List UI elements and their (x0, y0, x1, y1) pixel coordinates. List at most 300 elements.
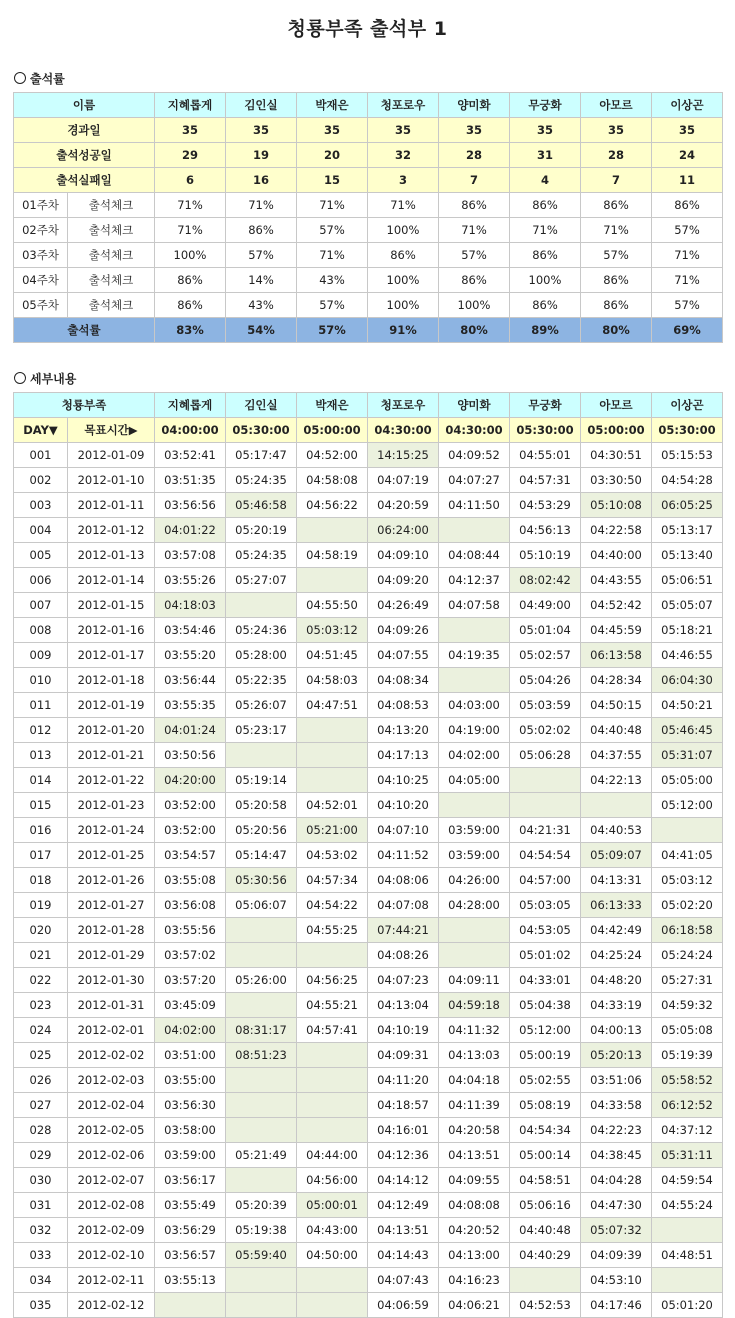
time-cell: 04:09:55 (439, 1168, 510, 1193)
time-cell: 03:55:26 (155, 568, 226, 593)
time-cell: 04:08:44 (439, 543, 510, 568)
time-cell: 03:59:00 (155, 1143, 226, 1168)
time-cell: 04:53:10 (581, 1268, 652, 1293)
day-number: 006 (14, 568, 68, 593)
time-cell: 05:06:16 (510, 1193, 581, 1218)
time-cell (652, 1218, 723, 1243)
day-number: 010 (14, 668, 68, 693)
time-cell: 05:20:13 (581, 1043, 652, 1068)
day-number: 030 (14, 1168, 68, 1193)
time-cell: 05:23:17 (226, 718, 297, 743)
time-cell: 04:11:20 (368, 1068, 439, 1093)
member-header: 지혜롭게 (155, 93, 226, 118)
target-time: 05:30:00 (510, 418, 581, 443)
time-cell (652, 1268, 723, 1293)
time-cell: 04:13:04 (368, 993, 439, 1018)
day-number: 014 (14, 768, 68, 793)
time-cell: 04:13:03 (439, 1043, 510, 1068)
day-row (14, 518, 723, 543)
date-cell: 2012-01-20 (68, 718, 155, 743)
time-cell: 03:59:00 (439, 843, 510, 868)
time-cell: 04:20:52 (439, 1218, 510, 1243)
date-cell: 2012-02-04 (68, 1093, 155, 1118)
percent-cell: 100% (510, 268, 581, 293)
time-cell: 04:07:27 (439, 468, 510, 493)
time-cell: 04:08:53 (368, 693, 439, 718)
member-header: 박재은 (297, 93, 368, 118)
time-cell (439, 618, 510, 643)
day-number: 016 (14, 818, 68, 843)
date-cell: 2012-02-02 (68, 1043, 155, 1068)
time-cell: 04:40:29 (510, 1243, 581, 1268)
circle-icon (14, 72, 26, 84)
percent-cell: 100% (368, 293, 439, 318)
time-cell: 04:11:52 (368, 843, 439, 868)
time-cell: 04:56:00 (297, 1168, 368, 1193)
week-label: 05주차 (14, 293, 68, 318)
day-row (14, 593, 723, 618)
time-cell: 04:09:20 (368, 568, 439, 593)
date-cell: 2012-02-01 (68, 1018, 155, 1043)
time-cell: 05:05:00 (652, 768, 723, 793)
time-cell: 04:28:34 (581, 668, 652, 693)
percent-cell: 86% (368, 243, 439, 268)
date-cell: 2012-01-10 (68, 468, 155, 493)
percent-cell: 71% (226, 193, 297, 218)
time-cell (510, 768, 581, 793)
time-cell: 03:58:00 (155, 1118, 226, 1143)
percent-cell: 43% (297, 268, 368, 293)
time-cell: 04:58:19 (297, 543, 368, 568)
section-details (14, 370, 76, 387)
member-header: 양미화 (439, 393, 510, 418)
time-cell: 03:56:17 (155, 1168, 226, 1193)
percent-cell: 100% (439, 293, 510, 318)
time-cell: 05:18:21 (652, 618, 723, 643)
time-cell: 05:17:47 (226, 443, 297, 468)
time-cell: 05:20:39 (226, 1193, 297, 1218)
time-cell (439, 518, 510, 543)
value-cell: 35 (155, 118, 226, 143)
day-row (14, 1168, 723, 1193)
time-cell: 06:12:52 (652, 1093, 723, 1118)
day-number: 027 (14, 1093, 68, 1118)
percent-cell: 86% (226, 218, 297, 243)
value-cell: 16 (226, 168, 297, 193)
date-cell: 2012-01-28 (68, 918, 155, 943)
time-cell: 04:55:50 (297, 593, 368, 618)
day-row (14, 493, 723, 518)
date-cell: 2012-01-19 (68, 693, 155, 718)
time-cell: 04:12:36 (368, 1143, 439, 1168)
time-cell: 03:51:00 (155, 1043, 226, 1068)
time-cell (439, 793, 510, 818)
value-cell: 24 (652, 143, 723, 168)
member-header: 이상곤 (652, 393, 723, 418)
time-cell: 05:24:35 (226, 543, 297, 568)
percent-cell: 100% (368, 218, 439, 243)
day-row (14, 968, 723, 993)
day-number: 024 (14, 1018, 68, 1043)
time-cell: 04:56:25 (297, 968, 368, 993)
percent-cell: 57% (652, 293, 723, 318)
time-cell: 05:31:07 (652, 743, 723, 768)
member-header: 아모르 (581, 393, 652, 418)
time-cell: 04:26:00 (439, 868, 510, 893)
time-cell: 05:15:53 (652, 443, 723, 468)
time-cell: 06:18:58 (652, 918, 723, 943)
time-cell: 03:55:49 (155, 1193, 226, 1218)
member-header: 무궁화 (510, 93, 581, 118)
time-cell: 05:21:49 (226, 1143, 297, 1168)
time-cell: 05:00:01 (297, 1193, 368, 1218)
time-cell: 03:55:35 (155, 693, 226, 718)
attendance-detail-table (13, 392, 723, 1318)
time-cell: 04:07:55 (368, 643, 439, 668)
time-cell: 04:13:51 (439, 1143, 510, 1168)
time-cell: 04:08:34 (368, 668, 439, 693)
time-cell (652, 818, 723, 843)
day-number: 002 (14, 468, 68, 493)
time-cell: 04:18:57 (368, 1093, 439, 1118)
time-cell: 04:57:41 (297, 1018, 368, 1043)
percent-cell: 100% (368, 268, 439, 293)
time-cell: 05:09:07 (581, 843, 652, 868)
time-cell: 04:09:52 (439, 443, 510, 468)
time-cell: 04:41:05 (652, 843, 723, 868)
time-cell: 05:24:24 (652, 943, 723, 968)
time-cell: 04:44:00 (297, 1143, 368, 1168)
time-cell: 04:08:06 (368, 868, 439, 893)
date-cell: 2012-01-15 (68, 593, 155, 618)
day-number: 003 (14, 493, 68, 518)
date-cell: 2012-01-21 (68, 743, 155, 768)
time-cell: 03:51:35 (155, 468, 226, 493)
time-cell: 05:08:19 (510, 1093, 581, 1118)
day-row (14, 993, 723, 1018)
day-row (14, 1143, 723, 1168)
time-cell (581, 793, 652, 818)
week-row (14, 268, 723, 293)
target-row (14, 418, 723, 443)
time-cell: 03:56:30 (155, 1093, 226, 1118)
time-cell: 04:21:31 (510, 818, 581, 843)
week-row (14, 243, 723, 268)
day-row (14, 868, 723, 893)
time-cell: 04:01:24 (155, 718, 226, 743)
time-cell (297, 718, 368, 743)
check-label: 출석체크 (68, 243, 155, 268)
total-cell: 54% (226, 318, 297, 343)
time-cell: 05:05:08 (652, 1018, 723, 1043)
time-cell: 04:50:15 (581, 693, 652, 718)
percent-cell: 71% (368, 193, 439, 218)
value-cell: 35 (652, 118, 723, 143)
time-cell: 05:31:11 (652, 1143, 723, 1168)
time-cell: 04:10:25 (368, 768, 439, 793)
percent-cell: 57% (297, 218, 368, 243)
time-cell (226, 918, 297, 943)
date-cell: 2012-02-12 (68, 1293, 155, 1318)
time-cell (297, 1068, 368, 1093)
time-cell: 04:07:58 (439, 593, 510, 618)
time-cell (297, 1268, 368, 1293)
row-label: 출석실패일 (14, 168, 155, 193)
section-attendance-rate (14, 70, 65, 87)
date-cell: 2012-01-14 (68, 568, 155, 593)
date-cell: 2012-02-11 (68, 1268, 155, 1293)
time-cell: 05:04:38 (510, 993, 581, 1018)
time-cell (226, 1168, 297, 1193)
day-number: 022 (14, 968, 68, 993)
target-time: 04:30:00 (439, 418, 510, 443)
date-cell: 2012-01-31 (68, 993, 155, 1018)
week-row (14, 193, 723, 218)
time-cell: 04:08:08 (439, 1193, 510, 1218)
time-cell: 05:02:55 (510, 1068, 581, 1093)
target-header: 목표시간▶ (68, 418, 155, 443)
time-cell: 04:51:45 (297, 643, 368, 668)
value-cell: 35 (510, 118, 581, 143)
day-row (14, 1268, 723, 1293)
time-cell: 04:40:48 (581, 718, 652, 743)
time-cell (297, 568, 368, 593)
day-number: 025 (14, 1043, 68, 1068)
total-cell: 83% (155, 318, 226, 343)
time-cell: 05:10:08 (581, 493, 652, 518)
time-cell: 04:43:55 (581, 568, 652, 593)
time-cell: 04:45:59 (581, 618, 652, 643)
day-number: 033 (14, 1243, 68, 1268)
time-cell: 05:27:31 (652, 968, 723, 993)
percent-cell: 71% (652, 268, 723, 293)
day-row (14, 668, 723, 693)
time-cell: 05:59:40 (226, 1243, 297, 1268)
time-cell: 04:33:01 (510, 968, 581, 993)
time-cell: 03:55:56 (155, 918, 226, 943)
time-cell: 04:55:25 (297, 918, 368, 943)
day-number: 012 (14, 718, 68, 743)
time-cell: 03:56:44 (155, 668, 226, 693)
total-cell: 89% (510, 318, 581, 343)
time-cell (297, 1043, 368, 1068)
target-time: 05:00:00 (581, 418, 652, 443)
day-row (14, 693, 723, 718)
day-row (14, 468, 723, 493)
day-number: 035 (14, 1293, 68, 1318)
time-cell: 05:13:17 (652, 518, 723, 543)
name-header: 이름 (14, 93, 155, 118)
time-cell: 04:13:20 (368, 718, 439, 743)
time-cell: 03:52:00 (155, 818, 226, 843)
time-cell: 04:38:45 (581, 1143, 652, 1168)
circle-icon (14, 372, 26, 384)
week-label: 02주차 (14, 218, 68, 243)
time-cell: 04:40:53 (581, 818, 652, 843)
time-cell: 04:05:00 (439, 768, 510, 793)
time-cell: 05:01:04 (510, 618, 581, 643)
value-cell: 7 (439, 168, 510, 193)
day-number: 031 (14, 1193, 68, 1218)
time-cell: 04:57:00 (510, 868, 581, 893)
time-cell: 06:05:25 (652, 493, 723, 518)
summary-row (14, 168, 723, 193)
day-number: 032 (14, 1218, 68, 1243)
time-cell: 04:09:26 (368, 618, 439, 643)
day-row (14, 1043, 723, 1068)
day-row (14, 1218, 723, 1243)
member-header: 김인실 (226, 93, 297, 118)
time-cell: 04:55:21 (297, 993, 368, 1018)
check-label: 출석체크 (68, 293, 155, 318)
day-number: 021 (14, 943, 68, 968)
percent-cell: 71% (297, 243, 368, 268)
percent-cell: 86% (581, 293, 652, 318)
percent-cell: 71% (652, 243, 723, 268)
time-cell: 08:02:42 (510, 568, 581, 593)
time-cell: 04:09:31 (368, 1043, 439, 1068)
time-cell: 04:10:20 (368, 793, 439, 818)
page-title: 청룡부족 출석부 1 (287, 18, 448, 40)
date-cell: 2012-02-10 (68, 1243, 155, 1268)
day-row (14, 793, 723, 818)
time-cell (439, 668, 510, 693)
day-row (14, 743, 723, 768)
percent-cell: 86% (581, 193, 652, 218)
time-cell: 04:52:42 (581, 593, 652, 618)
member-header: 양미화 (439, 93, 510, 118)
date-cell: 2012-01-27 (68, 893, 155, 918)
time-cell: 04:17:13 (368, 743, 439, 768)
day-number: 020 (14, 918, 68, 943)
date-cell: 2012-01-24 (68, 818, 155, 843)
percent-cell: 71% (581, 218, 652, 243)
time-cell (226, 993, 297, 1018)
time-cell: 04:37:55 (581, 743, 652, 768)
time-cell: 08:31:17 (226, 1018, 297, 1043)
target-time: 05:30:00 (226, 418, 297, 443)
percent-cell: 43% (226, 293, 297, 318)
target-time: 05:00:00 (297, 418, 368, 443)
time-cell: 05:22:35 (226, 668, 297, 693)
date-cell: 2012-01-25 (68, 843, 155, 868)
time-cell: 04:47:30 (581, 1193, 652, 1218)
time-cell: 04:58:51 (510, 1168, 581, 1193)
time-cell: 06:13:33 (581, 893, 652, 918)
time-cell: 04:50:21 (652, 693, 723, 718)
day-row (14, 943, 723, 968)
time-cell: 04:07:08 (368, 893, 439, 918)
time-cell: 04:30:51 (581, 443, 652, 468)
total-cell: 69% (652, 318, 723, 343)
date-cell: 2012-02-05 (68, 1118, 155, 1143)
time-cell: 05:12:00 (652, 793, 723, 818)
time-cell: 04:06:21 (439, 1293, 510, 1318)
time-cell: 04:07:19 (368, 468, 439, 493)
time-cell: 04:08:26 (368, 943, 439, 968)
total-cell: 80% (581, 318, 652, 343)
time-cell: 05:06:28 (510, 743, 581, 768)
time-cell: 04:58:08 (297, 468, 368, 493)
time-cell: 05:27:07 (226, 568, 297, 593)
time-cell: 05:03:12 (297, 618, 368, 643)
time-cell: 04:47:51 (297, 693, 368, 718)
tribe-header: 청룡부족 (14, 393, 155, 418)
time-cell: 04:11:39 (439, 1093, 510, 1118)
time-cell: 04:02:00 (439, 743, 510, 768)
time-cell: 04:02:00 (155, 1018, 226, 1043)
time-cell: 03:55:08 (155, 868, 226, 893)
time-cell: 05:46:58 (226, 493, 297, 518)
day-number: 034 (14, 1268, 68, 1293)
time-cell: 05:20:58 (226, 793, 297, 818)
percent-cell: 86% (439, 193, 510, 218)
time-cell: 05:58:52 (652, 1068, 723, 1093)
time-cell: 04:54:28 (652, 468, 723, 493)
day-number: 001 (14, 443, 68, 468)
time-cell: 03:55:20 (155, 643, 226, 668)
day-row (14, 1018, 723, 1043)
time-cell: 03:54:57 (155, 843, 226, 868)
day-number: 018 (14, 868, 68, 893)
row-label: 출석성공일 (14, 143, 155, 168)
time-cell: 04:56:13 (510, 518, 581, 543)
time-cell (226, 593, 297, 618)
time-cell: 05:12:00 (510, 1018, 581, 1043)
time-cell: 04:53:02 (297, 843, 368, 868)
time-cell (297, 518, 368, 543)
date-cell: 2012-02-07 (68, 1168, 155, 1193)
time-cell: 04:04:28 (581, 1168, 652, 1193)
time-cell: 05:03:12 (652, 868, 723, 893)
time-cell: 04:20:00 (155, 768, 226, 793)
date-cell: 2012-01-09 (68, 443, 155, 468)
total-cell: 80% (439, 318, 510, 343)
time-cell (510, 793, 581, 818)
time-cell: 04:12:49 (368, 1193, 439, 1218)
time-cell: 03:55:13 (155, 1268, 226, 1293)
time-cell: 03:45:09 (155, 993, 226, 1018)
time-cell: 05:01:02 (510, 943, 581, 968)
check-label: 출석체크 (68, 268, 155, 293)
time-cell (297, 943, 368, 968)
time-cell: 03:51:06 (581, 1068, 652, 1093)
time-cell (297, 743, 368, 768)
value-cell: 28 (439, 143, 510, 168)
day-number: 004 (14, 518, 68, 543)
value-cell: 6 (155, 168, 226, 193)
time-cell: 04:19:35 (439, 643, 510, 668)
time-cell (226, 743, 297, 768)
time-cell: 04:14:43 (368, 1243, 439, 1268)
day-row (14, 568, 723, 593)
time-cell: 05:19:39 (652, 1043, 723, 1068)
time-cell: 04:57:34 (297, 868, 368, 893)
week-label: 01주차 (14, 193, 68, 218)
percent-cell: 86% (439, 268, 510, 293)
date-cell: 2012-01-23 (68, 793, 155, 818)
date-cell: 2012-01-22 (68, 768, 155, 793)
time-cell: 14:15:25 (368, 443, 439, 468)
time-cell: 04:03:00 (439, 693, 510, 718)
time-cell (155, 1293, 226, 1318)
value-cell: 29 (155, 143, 226, 168)
percent-cell: 86% (155, 293, 226, 318)
time-cell: 04:48:20 (581, 968, 652, 993)
time-cell: 04:13:51 (368, 1218, 439, 1243)
time-cell: 03:50:56 (155, 743, 226, 768)
time-cell: 03:59:00 (439, 818, 510, 843)
